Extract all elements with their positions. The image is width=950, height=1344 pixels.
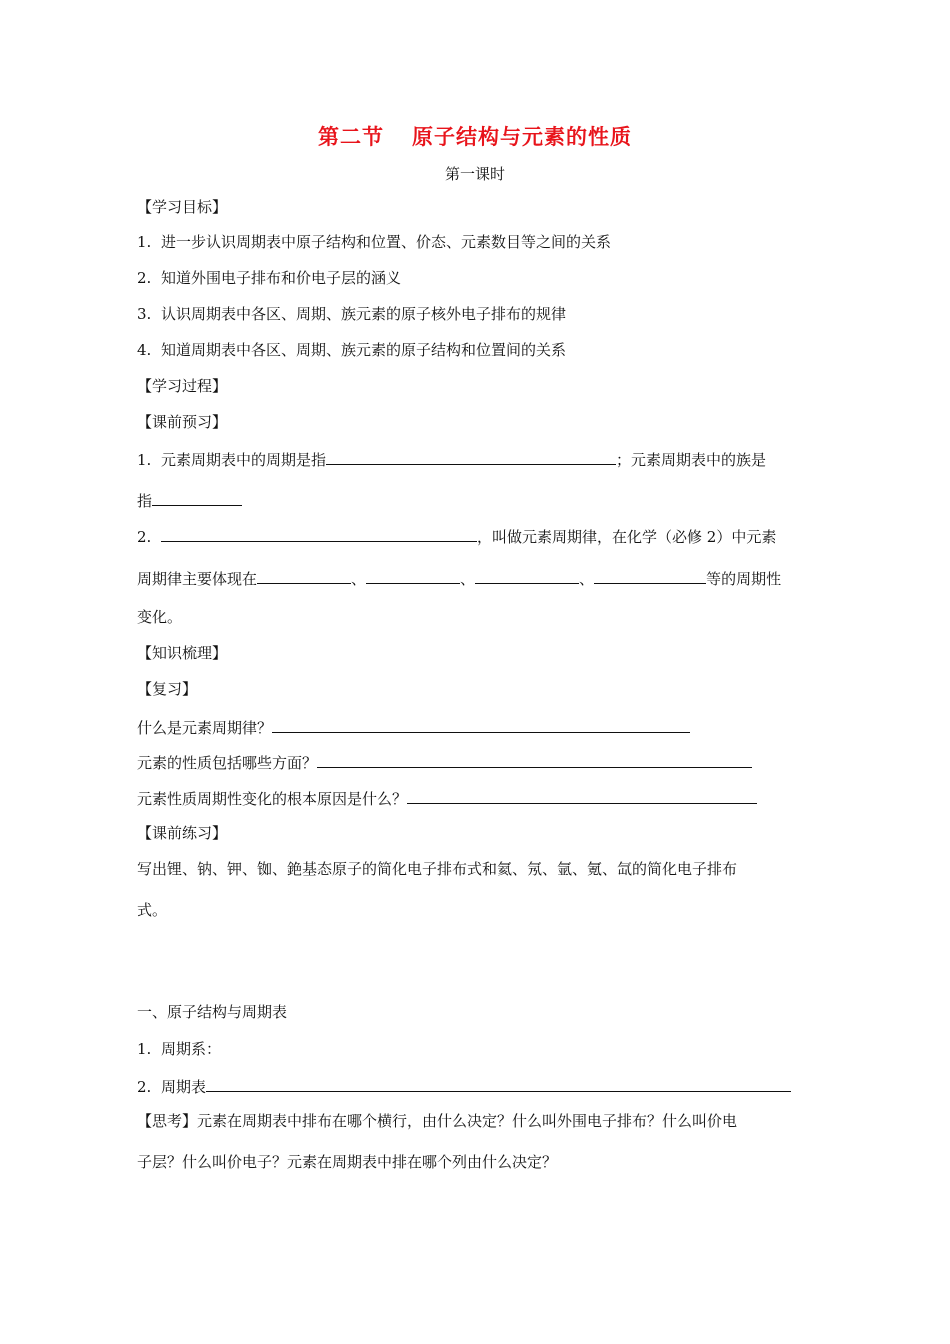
- answer-blank[interactable]: [407, 787, 757, 804]
- preview-heading: 【课前预习】: [137, 413, 228, 431]
- goal-item: 3. 认识周期表中各区、周期、族元素的原子核外电子排布的规律: [137, 305, 567, 323]
- answer-blank[interactable]: [161, 525, 477, 542]
- practice-text: 写出锂、钠、钾、铷、銫基态原子的简化电子排布式和氦、氖、氩、氪、氙的简化电子排布: [137, 860, 738, 878]
- title-text: 原子结构与元素的性质: [412, 125, 632, 149]
- goals-heading: 【学习目标】: [137, 198, 228, 216]
- page-subtitle: 第一课时: [444, 165, 505, 183]
- page-title: [0, 121, 950, 151]
- list-item: 2. 周期表: [137, 1075, 791, 1097]
- answer-blank[interactable]: [206, 1075, 791, 1092]
- goal-item: 2. 知道外围电子排布和价电子层的涵义: [137, 269, 402, 287]
- section-heading: 一、原子结构与周期表: [137, 1003, 288, 1021]
- list-item: 1. 周期系：: [137, 1040, 222, 1058]
- preview-question-2-end: 变化。: [137, 608, 183, 626]
- answer-blank[interactable]: [475, 567, 579, 584]
- practice-text-cont: 式。: [137, 901, 168, 919]
- answer-blank[interactable]: [152, 489, 242, 506]
- answer-blank[interactable]: [594, 567, 706, 584]
- preview-question-2: 2. ，叫做元素周期律，在化学（必修 2）中元素: [137, 525, 776, 547]
- preview-question-2-cont: 周期律主要体现在 、 、 、 等的周期性: [137, 567, 781, 589]
- knowledge-heading: 【知识梳理】: [137, 644, 228, 662]
- title-section-number: 第二节: [318, 125, 384, 149]
- review-question-2: 元素的性质包括哪些方面？: [137, 751, 752, 773]
- process-heading: 【学习过程】: [137, 377, 228, 395]
- answer-blank[interactable]: [366, 567, 460, 584]
- answer-blank[interactable]: [326, 448, 616, 465]
- preview-question-1: 1. 元素周期表中的周期是指 ；元素周期表中的族是: [137, 448, 766, 470]
- goal-item: 1. 进一步认识周期表中原子结构和位置、价态、元素数目等之间的关系: [137, 233, 612, 251]
- answer-blank[interactable]: [317, 751, 752, 768]
- review-question-3: 元素性质周期性变化的根本原因是什么？: [137, 787, 757, 809]
- review-question-1: 什么是元素周期律？: [137, 716, 690, 738]
- answer-blank[interactable]: [272, 716, 690, 733]
- think-paragraph: 【思考】元素在周期表中排布在哪个横行，由什么决定？什么叫外围电子排布？什么叫价电: [137, 1112, 738, 1130]
- think-paragraph-cont: 子层？什么叫价电子？元素在周期表中排在哪个列由什么决定？: [137, 1153, 558, 1171]
- practice-heading: 【课前练习】: [137, 824, 228, 842]
- think-heading: 【思考】: [137, 1112, 198, 1130]
- review-heading: 【复习】: [137, 680, 198, 698]
- answer-blank[interactable]: [257, 567, 351, 584]
- preview-question-1-cont: 指: [137, 489, 242, 511]
- goal-item: 4. 知道周期表中各区、周期、族元素的原子结构和位置间的关系: [137, 341, 567, 359]
